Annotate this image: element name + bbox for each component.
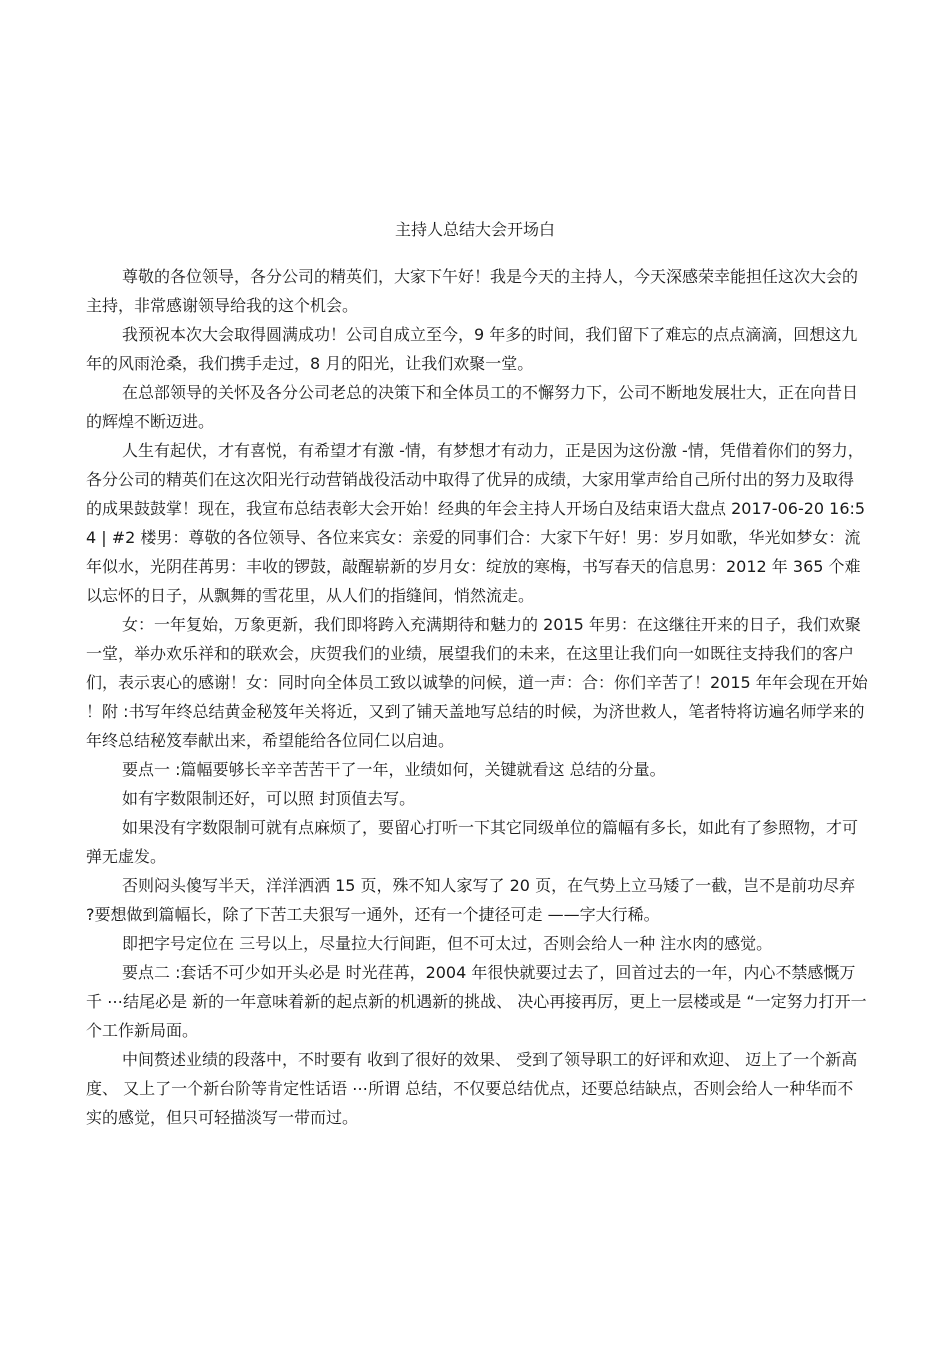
paragraph: 中间赘述业绩的段落中，不时要有 收到了很好的效果、 受到了领导职工的好评和欢迎、 迈上了一个新高度、 又上了一个新台阶等肯定性话语 ⋯所谓 总结，不仅要总结优点，还要总结缺点，否则会给人一种华而不实的感觉，但只可轻描淡写一带而过。 xyxy=(86,1050,858,1127)
paragraph: 女：一年复始，万象更新，我们即将跨入充满期待和魅力的 2015 年男：在这继往开来的日子，我们欢聚一堂，举办欢乐祥和的联欢会，庆贺我们的业绩，展望我们的未来，在这里让我们向一如既往支持我们的客户们，表示衷心的感谢！女：同时向全体员工致以诚挚的问候，道一声：合：你们辛苦了！2015 年年会现在开始！附 :书写年终总结黄金秘笈年关将近，又到了铺天盖地写总结的时候，为济世救人，笔者特将访遍名师学来的年终总结秘笈奉献出来，希望能给各位同仁以启迪。 xyxy=(86,615,868,750)
paragraph: 尊敬的各位领导，各分公司的精英们，大家下午好！我是今天的主持人，今天深感荣幸能担任这次大会的主持，非常感谢领导给我的这个机会。 xyxy=(86,267,859,315)
document-body xyxy=(86,262,868,1132)
paragraph: 即把字号定位在 三号以上，尽量拉大行间距，但不可太过，否则会给人一种 注水肉的感觉。 xyxy=(122,934,773,953)
paragraph: 如果没有字数限制可就有点麻烦了，要留心打听一下其它同级单位的篇幅有多长，如此有了参照物，才可 弹无虚发。 xyxy=(86,818,864,866)
paragraph: 要点二 :套话不可少如开头必是 时光荏苒，2004 年很快就要过去了，回首过去的一年，内心不禁感慨万千 ⋯结尾必是 新的一年意味着新的起点新的机遇新的挑战、 决心再接再厉，更上一层楼或是 “一定努力打开一个工作新局面。 xyxy=(86,963,867,1040)
paragraph: 人生有起伏，才有喜悦，有希望才有激 -情，有梦想才有动力，正是因为这份激 -情，凭借着你们的努力，各分公司的精英们在这次阳光行动营销战役活动中取得了优异的成绩，大家用掌声给自己所付出的努力及取得的成果鼓鼓掌！现在，我宣布总结表彰大会开始！经典的年会主持人开场白及结束语大盘点 2017-06-20 16:54 | #2 楼男：尊敬的各位领导、各位来宾女：亲爱的同事们合：大家下午好！男：岁月如歌，华光如梦女：流年似水，光阴荏苒男：丰收的锣鼓，敲醒崭新的岁月女：绽放的寒梅，书写春天的信息男：2012 年 365 个难以忘怀的日子，从飘舞的雪花里，从人们的指缝间，悄然流走。 xyxy=(86,441,866,605)
paragraph: 要点一 :篇幅要够长辛辛苦苦干了一年，业绩如何，关键就看这 总结的分量。 xyxy=(122,760,666,779)
paragraph: 我预祝本次大会取得圆满成功！公司自成立至今，9 年多的时间，我们留下了难忘的点点滴滴，回想这九年的风雨沧桑，我们携手走过，8 月的阳光，让我们欢聚一堂。 xyxy=(86,325,858,373)
paragraph: 否则闷头傻写半天，洋洋洒洒 15 页，殊不知人家写了 20 页，在气势上立马矮了一截，岂不是前功尽弃 ?要想做到篇幅长，除了下苦工夫狠写一通外，还有一个捷径可走 ——字大行稀。 xyxy=(86,876,861,924)
paragraph: 如有字数限制还好，可以照 封顶值去写。 xyxy=(122,789,416,808)
paragraph: 在总部领导的关怀及各分公司老总的决策下和全体员工的不懈努力下，公司不断地发展壮大，正在向昔日的辉煌不断迈进。 xyxy=(86,383,859,431)
document-title: 主持人总结大会开场白 xyxy=(394,220,555,239)
